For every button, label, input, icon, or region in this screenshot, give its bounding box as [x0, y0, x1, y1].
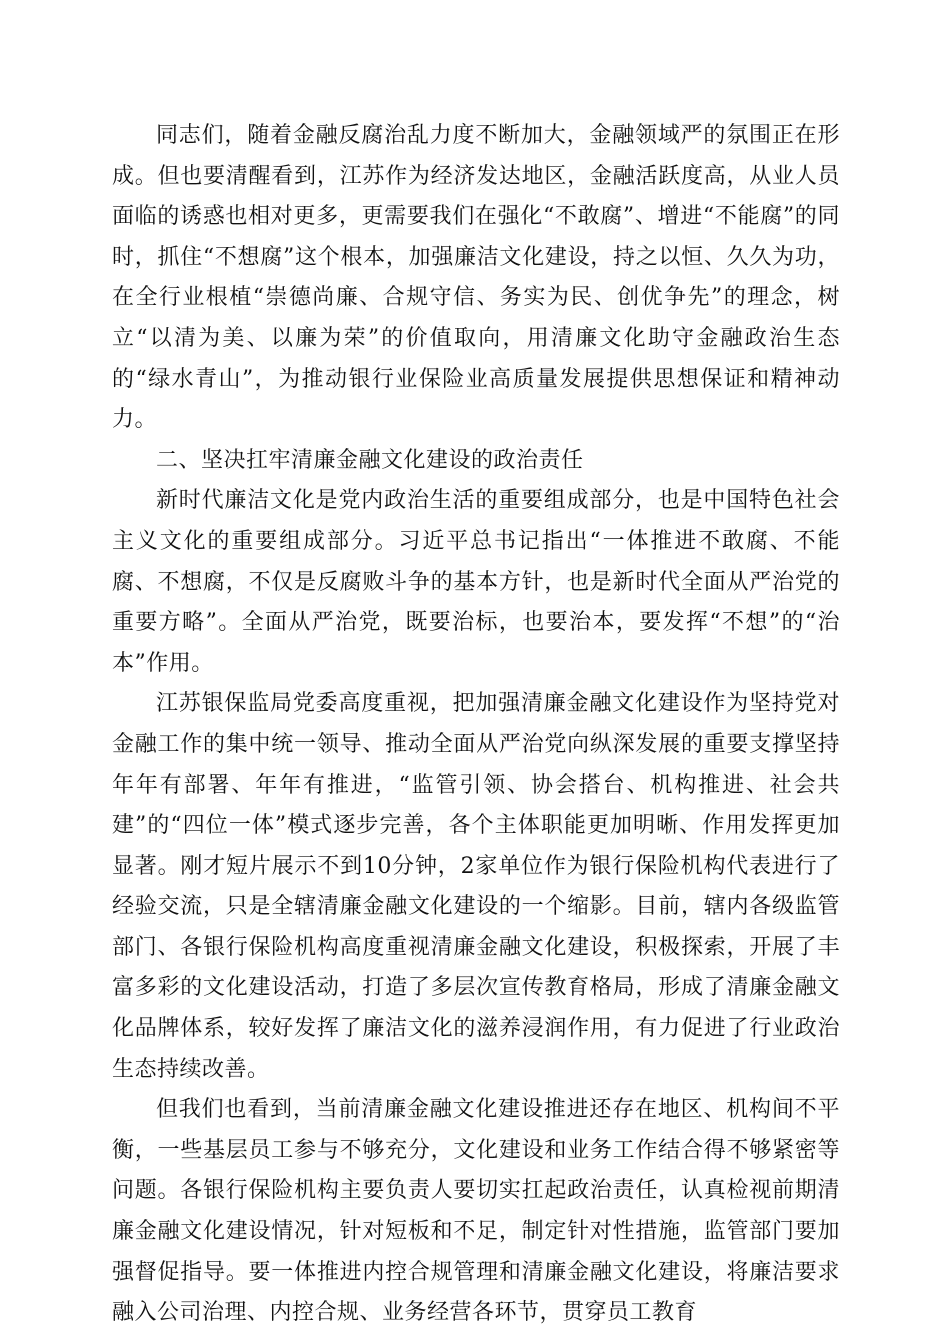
section-heading-2: 二、坚决扛牢清廉金融文化建设的政治责任 — [156, 447, 584, 473]
body-paragraph-2: 新时代廉洁文化是党内政治生活的重要组成部分，也是中国特色社会主义文化的重要组成部分。习近平总书记指出“一体推进不敢腐、不能腐、不想腐，不仅是反腐败斗争的基本方针，也是新时代全面从严治党的重要方略”。全面从严治党，既要治标，也要治本，要发挥“不想”的“治本”作用。 — [112, 488, 840, 676]
body-paragraph-4: 但我们也看到，当前清廉金融文化建设推进还存在地区、机构间不平衡，一些基层员工参与不够充分，文化建设和业务工作结合得不够紧密等问题。各银行保险机构主要负责人要切实扛起政治责任，认真检视前期清廉金融文化建设情况，针对短板和不足，制定针对性措施，监管部门要加强督促指导。要一体推进内控合规管理和清廉金融文化建设，将廉洁要求融入公司治理、内控合规、业务经营各环节，贯穿员工教育 — [112, 1097, 840, 1326]
document-body — [112, 116, 840, 1334]
body-paragraph-3: 江苏银保监局党委高度重视，把加强清廉金融文化建设作为坚持党对金融工作的集中统一领导、推动全面从严治党向纵深发展的重要支撑坚持年年有部署、年年有推进，“监管引领、协会搭台、机构推进、社会共建”的“四位一体”模式逐步完善，各个主体职能更加明晰、作用发挥更加显著。刚才短片展示不到10分钟，2家单位作为银行保险机构代表进行了经验交流，只是全辖清廉金融文化建设的一个缩影。目前，辖内各级监管部门、各银行保险机构高度重视清廉金融文化建设，积极探索，开展了丰富多彩的文化建设活动，打造了多层次宣传教育格局，形成了清廉金融文化品牌体系，较好发挥了廉洁文化的滋养浸润作用，有力促进了行业政治生态持续改善。 — [112, 691, 840, 1082]
body-paragraph-1: 同志们，随着金融反腐治乱力度不断加大，金融领域严的氛围正在形成。但也要清醒看到，江苏作为经济发达地区，金融活跃度高，从业人员面临的诱惑也相对更多，更需要我们在强化“不敢腐”、增进“不能腐”的同时，抓住“不想腐”这个根本，加强廉洁文化建设，持之以恒、久久为功，在全行业根植“崇德尚廉、合规守信、务实为民、创优争先”的理念，树立“以清为美、以廉为荣”的价值取向，用清廉文化助守金融政治生态的“绿水青山”，为推动银行业保险业高质量发展提供思想保证和精神动力。 — [112, 123, 840, 433]
